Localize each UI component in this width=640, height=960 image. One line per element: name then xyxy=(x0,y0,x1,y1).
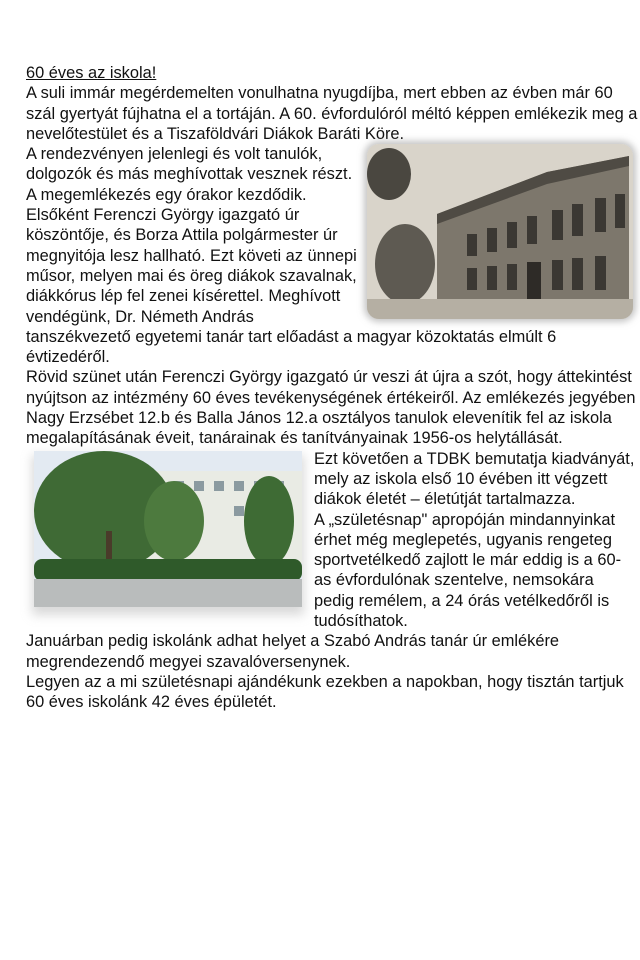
january-paragraph: Januárban pedig iskolánk adhat helyet a Szabó András tanár úr emlékére megrendezendő megyei szavalóversenynek. xyxy=(26,632,560,671)
break-paragraph: Rövid szünet után Ferenczi György igazgató úr veszi át újra a szót, hogy áttekintést nyújtson az intézmény 60 éves tevékenységének értékeiről. Az emlékezés jegyében Nagy Erzsébet 12.b és Balla János 12.a osztályos tanulok elevenítik fel az iskola megalapításának éveit, tanárainak és tanítványainak 1956-os helytállását. xyxy=(26,368,636,448)
closing-paragraph: Legyen az a mi születésnapi ajándékunk ezekben a napokban, hogy tisztán tartjuk 60 éves iskolánk 42 éves épületét. xyxy=(26,672,624,712)
new-school-building-photo xyxy=(34,451,302,607)
start-time-paragraph: A megemlékezés egy órakor kezdődik. xyxy=(26,185,307,204)
old-school-building-photo xyxy=(367,144,633,319)
birthday-paragraph: A „születésnap" apropóján mindannyinkat érhet még meglepetés, ugyanis rengeteg sportvetélkedő zajlott le már eddig is a 60-as évfordulónak szentelve, nemsokára pedig remélem, a 24 órás vetélkedőről is tudósíthatok. xyxy=(314,510,622,631)
article xyxy=(26,63,638,713)
attendees-paragraph: A rendezvényen jelenlegi és volt tanulók, dolgozók és más meghívottak vesznek részt. xyxy=(26,145,353,184)
intro-paragraph: A suli immár megérdemelten vonulhatna nyugdíjba, mert ebben az évben már 60 szál gyertyát fújhatna el a tortáján. A 60. évfordulóról méltó képpen emlékezik meg a nevelőtestület és a Tiszaföldvári Diákok Baráti Köre. xyxy=(26,84,638,143)
article-title: 60 éves az iskola! xyxy=(26,64,157,82)
tdbk-paragraph: Ezt követően a TDBK bemutatja kiadványát, mely az iskola első 10 évében itt végzett diákok életét – életútját tartalmazza. xyxy=(314,449,635,509)
program-paragraph: Elsőként Ferenczi György igazgató úr köszöntője, és Borza Attila polgármester úr megnyitója lesz hallható. Ezt követi az ünnepi műsor, melyen mai és öreg diákok szavalnak, diákkórus lép fel zenei kísérettel. Meghívott vendégünk, Dr. Németh András tanszékvezető egyetemi tanár tart előadást a magyar közoktatás elmúlt 6 évtizedéről. xyxy=(26,206,557,367)
